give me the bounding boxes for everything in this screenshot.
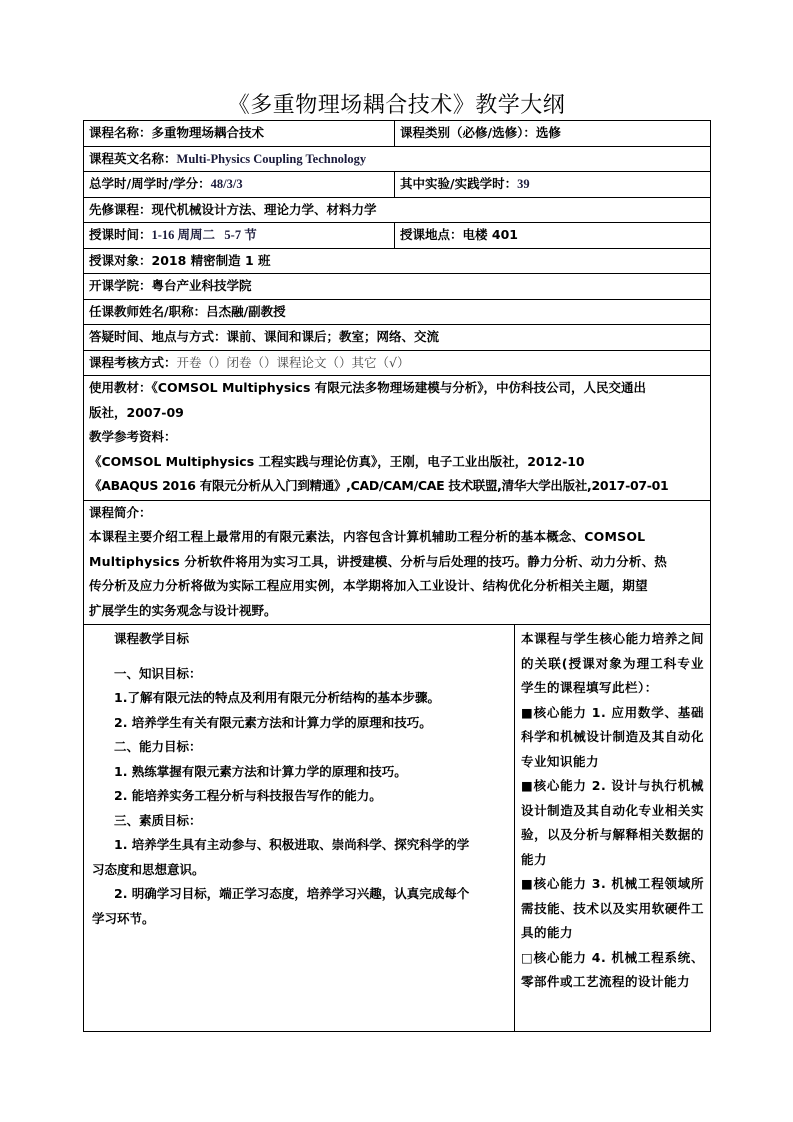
row-intro	[84, 500, 711, 625]
audience-cell	[84, 248, 711, 274]
location-cell	[395, 223, 711, 249]
quality-heading: 三、素质目标：	[114, 812, 202, 828]
row-prereq	[84, 197, 711, 223]
core-ability-3	[521, 872, 704, 946]
quality-item-2-line-1: 2. 明确学习目标，端正学习态度，培养学习兴趣，认真完成每个	[114, 886, 470, 901]
checked-box-icon: ■	[521, 778, 534, 793]
qa-value: 课前、课间和课后；教室；网络、交流	[226, 329, 440, 344]
course-name-cell	[84, 121, 395, 147]
college-cell	[84, 274, 711, 300]
reference-2: 《ABAQUS 2016 有限元分析从入门到精通》,CAD/CAM/CAE 技术联盟,清华大学出版社,2017-07-01	[89, 478, 669, 493]
intro-cell	[84, 500, 711, 625]
intro-label: 课程简介：	[89, 504, 152, 520]
location-value: 电楼 401	[462, 227, 518, 242]
intro-line-1: 本课程主要介绍工程上最常用的有限元素法，内容包含计算机辅助工程分析的基本概念、COMSOL	[89, 529, 646, 544]
row-college	[84, 274, 711, 300]
time-cell	[84, 223, 395, 249]
course-type-cell	[395, 121, 711, 147]
row-materials	[84, 376, 711, 501]
ability-item-2: 2. 能培养实务工程分析与科技报告写作的能力。	[114, 788, 382, 803]
intro-line-3: 传分析及应力分析将做为实际工程应用实例，本学期将加入工业设计、结构优化分析相关主题，期望	[89, 578, 648, 593]
core-ability-4	[521, 946, 704, 995]
row-course-name	[84, 121, 711, 147]
knowledge-heading: 一、知识目标：	[114, 665, 202, 681]
row-hours	[84, 172, 711, 198]
assessment-options: 开卷（）闭卷（）课程论文（）其它（√）	[176, 354, 410, 370]
checked-box-icon: ■	[521, 704, 534, 720]
objectives-heading: 课程教学目标	[114, 631, 190, 646]
materials-cell	[84, 376, 711, 501]
textbook-label: 使用教材：	[89, 380, 152, 395]
textbook-value: 《COMSOL Multiphysics 有限元法多物理场建模与分析》，中仿科技公司，人民交通出	[151, 380, 647, 395]
core-ability-1-text: 核心能力 1. 应用数学、基础科学和机械设计制造及其自动化专业知识能力	[521, 704, 705, 769]
intro-line-4: 扩展学生的实务观念与设计视野。	[89, 602, 277, 618]
references-label: 教学参考资料：	[89, 429, 177, 444]
lab-hours-cell	[395, 172, 711, 198]
teacher-cell	[84, 299, 711, 325]
row-qa	[84, 325, 711, 351]
core-ability-4-text: 核心能力 4. 机械工程系统、零部件或工艺流程的设计能力	[521, 949, 705, 989]
intro-line-2: Multiphysics 分析软件将用为实习工具，讲授建模、分析与后处理的技巧。静力分析、动力分析、热	[89, 553, 668, 569]
quality-item-1-line-1: 1. 培养学生具有主动参与、积极进取、崇尚科学、探究科学的学	[114, 837, 470, 852]
hours-value: 48/3/3	[210, 177, 243, 191]
core-ability-1	[521, 701, 704, 775]
qa-label: 答疑时间、地点与方式：	[89, 329, 227, 344]
qa-cell	[84, 325, 711, 351]
college-label: 开课学院：	[89, 278, 152, 293]
course-type-value: 选修	[535, 125, 561, 140]
hours-cell	[84, 172, 395, 198]
english-name-cell	[84, 146, 711, 172]
english-name-value: Multi-Physics Coupling Technology	[176, 151, 367, 166]
textbook-line-1	[89, 376, 705, 401]
unchecked-box-icon: □	[521, 949, 534, 965]
row-audience	[84, 248, 711, 274]
core-ability-2	[521, 774, 704, 872]
lab-hours-value: 39	[517, 177, 530, 191]
row-assessment	[84, 350, 711, 376]
time-label: 授课时间：	[89, 227, 152, 242]
core-abilities-intro: 本课程与学生核心能力培养之间的关联(授课对象为理工科专业学生的课程填写此栏）：	[521, 631, 704, 695]
college-value: 粤台产业科技学院	[151, 278, 252, 293]
core-ability-2-text: 核心能力 2. 设计与执行机械设计制造及其自动化专业相关实验，以及分析与解释相关数据的能力	[521, 778, 705, 867]
core-ability-3-text: 核心能力 3. 机械工程领域所需技能、技术以及实用软硬件工具的能力	[521, 876, 705, 940]
row-time	[84, 223, 711, 249]
lab-hours-label: 其中实验/实践学时：	[400, 176, 518, 191]
reference-1: 《COMSOL Multiphysics 工程实践与理论仿真》，王刚，电子工业出版社，2012-10	[89, 453, 585, 469]
course-name-value: 多重物理场耦合技术	[151, 125, 265, 140]
time-value: 1-16 周周二 5-7 节	[151, 228, 257, 242]
english-name-label: 课程英文名称：	[89, 150, 177, 166]
ability-item-1: 1. 熟练掌握有限元素方法和计算力学的原理和技巧。	[114, 763, 407, 779]
row-english-name	[84, 146, 711, 172]
audience-label: 授课对象：	[89, 252, 152, 268]
ability-heading: 二、能力目标：	[114, 739, 202, 754]
prereq-value: 现代机械设计方法、理论力学、材料力学	[151, 201, 377, 217]
prereq-label: 先修课程：	[89, 201, 152, 217]
teacher-label: 任课教师姓名/职称：	[89, 303, 207, 319]
row-teacher	[84, 299, 711, 325]
checked-box-icon: ■	[521, 876, 534, 891]
assessment-label: 课程考核方式：	[89, 354, 177, 370]
course-name-label: 课程名称：	[89, 125, 152, 140]
teacher-value: 吕杰融/副教授	[206, 303, 286, 319]
hours-label: 总学时/周学时/学分：	[89, 176, 211, 191]
row-objectives	[84, 625, 711, 1032]
document-title: 《多重物理场耦合技术》教学大纲	[227, 93, 566, 118]
assessment-cell	[84, 350, 711, 376]
quality-item-2-line-2: 学习环节。	[92, 910, 155, 926]
objectives-cell	[84, 625, 515, 1032]
audience-value: 2018 精密制造 1 班	[151, 252, 271, 268]
course-type-label: 课程类别（必修/选修）：	[400, 125, 536, 140]
syllabus-table	[83, 120, 711, 1032]
location-label: 授课地点：	[400, 227, 463, 242]
knowledge-item-1: 1.了解有限元法的特点及利用有限元分析结构的基本步骤。	[114, 690, 440, 705]
knowledge-item-2: 2. 培养学生有关有限元素方法和计算力学的原理和技巧。	[114, 714, 432, 730]
quality-item-1-line-2: 习态度和思想意识。	[92, 861, 205, 877]
core-abilities-cell	[515, 625, 711, 1032]
textbook-line-2: 版社，2007-09	[89, 404, 184, 420]
prereq-cell	[84, 197, 711, 223]
spacer	[92, 652, 506, 658]
